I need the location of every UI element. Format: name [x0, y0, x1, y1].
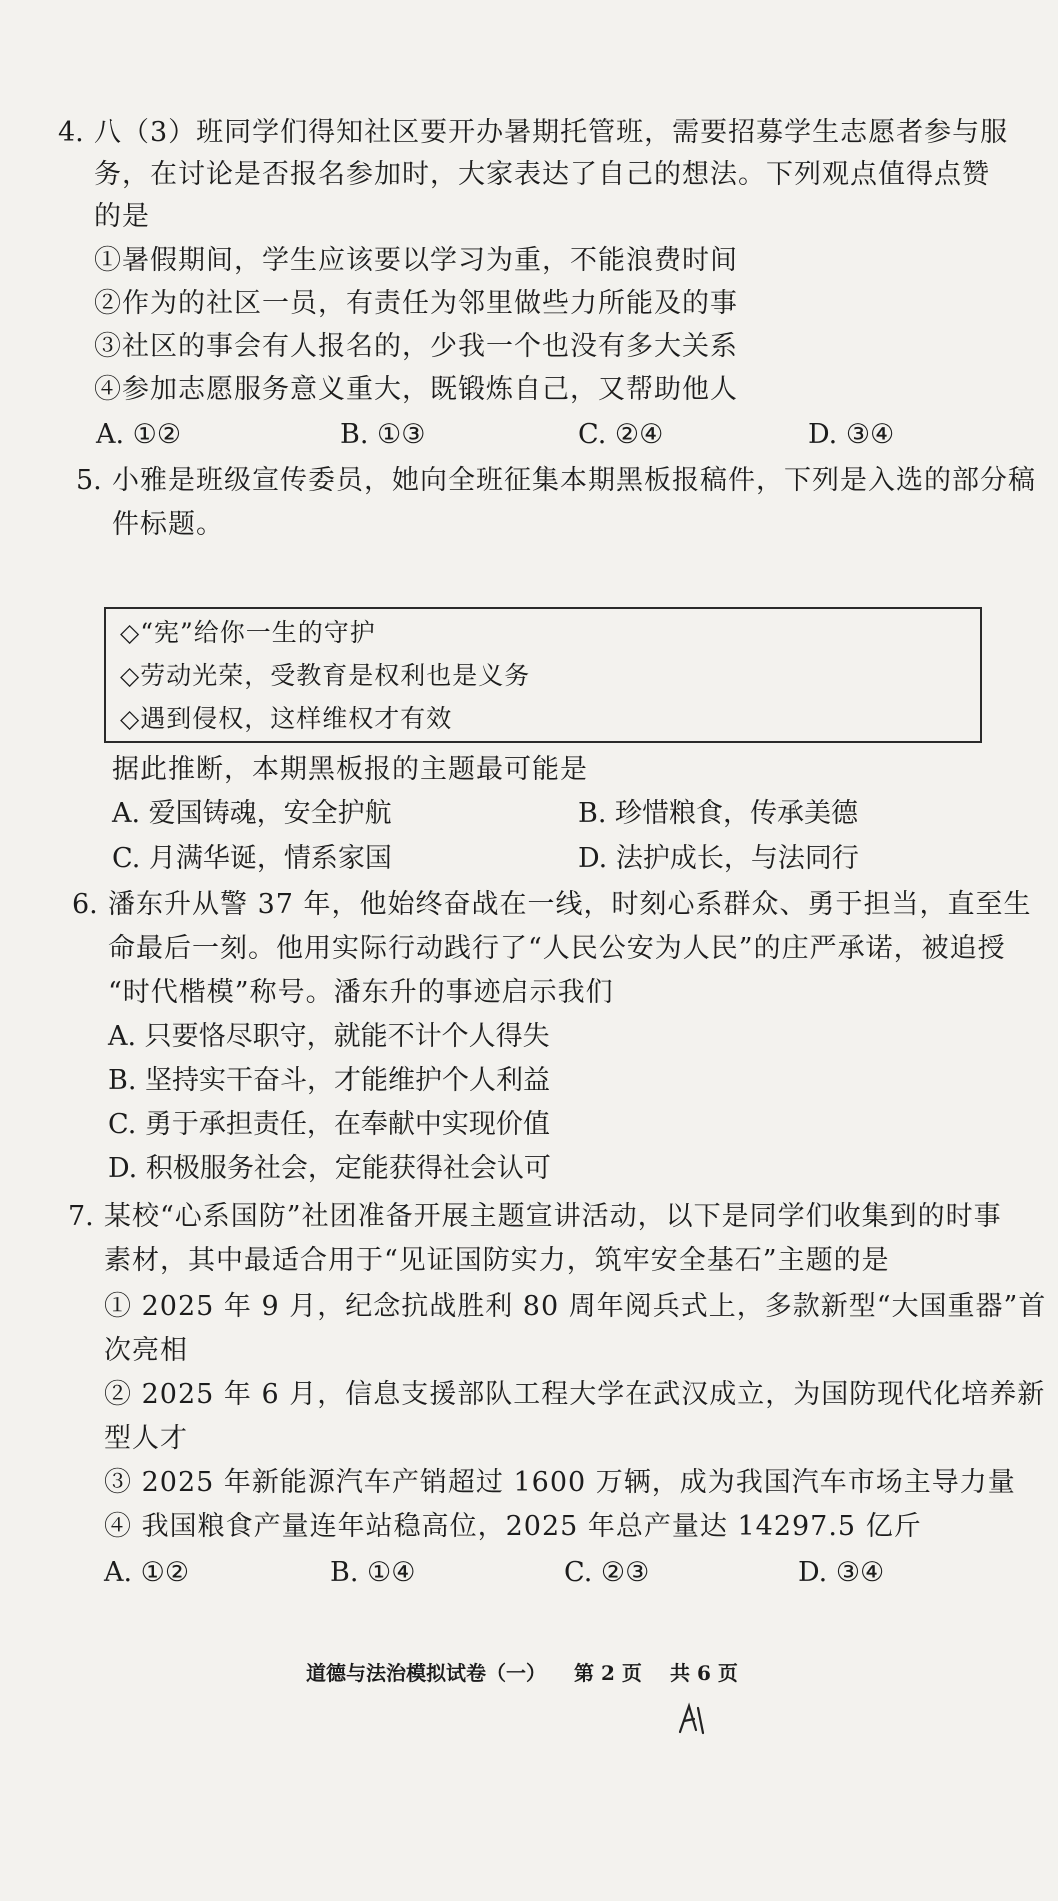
option-b[interactable]: B. ①④ — [330, 1557, 416, 1588]
option-a[interactable]: A. 只要恪尽职守，就能不计个人得失 — [108, 1021, 550, 1052]
title-item: ◇劳动光荣，受教育是权利也是义务 — [120, 661, 531, 690]
option-b[interactable]: B. 珍惜粮食，传承美德 — [578, 798, 859, 829]
statement-item: 型人才 — [104, 1423, 188, 1454]
question-number: 6. — [72, 889, 98, 920]
statement-item: ③ 2025 年新能源汽车产销超过 1600 万辆，成为我国汽车市场主导力量 — [104, 1467, 1016, 1498]
titles-box — [104, 607, 982, 743]
option-b[interactable]: B. ①③ — [340, 419, 426, 450]
option-b[interactable]: B. 坚持实干奋斗，才能维护个人利益 — [108, 1065, 551, 1096]
statement-item: ④ 我国粮食产量连年站稳高位，2025 年总产量达 14297.5 亿斤 — [104, 1511, 922, 1542]
page-number: 第 2 页 — [574, 1661, 642, 1685]
statement-item: ① 2025 年 9 月，纪念抗战胜利 80 周年阅兵式上，多款新型“大国重器”首 — [104, 1291, 1047, 1322]
option-c[interactable]: C. ②③ — [564, 1557, 650, 1588]
option-a[interactable]: A. ①② — [104, 1557, 190, 1588]
question-number: 7. — [68, 1201, 94, 1232]
statement-item: ③社区的事会有人报名的，少我一个也没有多大关系 — [94, 331, 738, 362]
statement-item: ④参加志愿服务意义重大，既锻炼自己，又帮助他人 — [94, 374, 738, 405]
exam-title: 道德与法治模拟试卷（一） — [306, 1661, 546, 1685]
title-item: ◇遇到侵权，这样维权才有效 — [120, 704, 453, 733]
statement-item: ② 2025 年 6 月，信息支援部队工程大学在武汉成立，为国防现代化培养新 — [104, 1379, 1046, 1410]
question-prompt: 据此推断，本期黑板报的主题最可能是 — [112, 754, 588, 785]
option-c[interactable]: C. ②④ — [578, 419, 664, 450]
pen-mark-icon — [676, 1702, 706, 1736]
question-stem-line: 小雅是班级宣传委员，她向全班征集本期黑板报稿件，下列是入选的部分稿 — [112, 465, 1036, 496]
statement-item: 次亮相 — [104, 1335, 188, 1366]
question-number: 4. — [58, 117, 84, 148]
title-item: ◇“宪”给你一生的守护 — [120, 618, 376, 647]
statement-item: ①暑假期间，学生应该要以学习为重，不能浪费时间 — [94, 245, 738, 276]
option-c[interactable]: C. 勇于承担责任，在奉献中实现价值 — [108, 1109, 550, 1140]
option-d[interactable]: D. ③④ — [798, 1557, 885, 1588]
question-stem-line: 潘东升从警 37 年，他始终奋战在一线，时刻心系群众、勇于担当，直至生 — [108, 889, 1032, 920]
question-stem-line: 某校“心系国防”社团准备开展主题宣讲活动，以下是同学们收集到的时事 — [104, 1201, 1002, 1232]
option-d[interactable]: D. 法护成长，与法同行 — [578, 843, 859, 874]
question-stem-line: 素材，其中最适合用于“见证国防实力，筑牢安全基石”主题的是 — [104, 1245, 890, 1276]
option-c[interactable]: C. 月满华诞，情系家国 — [112, 843, 392, 874]
question-stem-line: 务，在讨论是否报名参加时，大家表达了自己的想法。下列观点值得点赞 — [94, 159, 990, 190]
question-stem-line: 件标题。 — [112, 509, 224, 540]
option-d[interactable]: D. ③④ — [808, 419, 895, 450]
option-a[interactable]: A. 爱国铸魂，安全护航 — [112, 798, 392, 829]
question-number: 5. — [76, 465, 102, 496]
statement-item: ②作为的社区一员，有责任为邻里做些力所能及的事 — [94, 288, 738, 319]
question-stem-line: 的是 — [94, 201, 150, 232]
question-stem-line: 命最后一刻。他用实际行动践行了“人民公安为人民”的庄严承诺，被追授 — [108, 933, 1006, 964]
option-a[interactable]: A. ①② — [96, 419, 182, 450]
page-total: 共 6 页 — [670, 1661, 738, 1685]
question-stem-line: “时代楷模”称号。潘东升的事迹启示我们 — [108, 977, 614, 1008]
option-d[interactable]: D. 积极服务社会，定能获得社会认可 — [108, 1153, 551, 1184]
question-stem-line: 八（3）班同学们得知社区要开办暑期托管班，需要招募学生志愿者参与服 — [94, 117, 1009, 148]
